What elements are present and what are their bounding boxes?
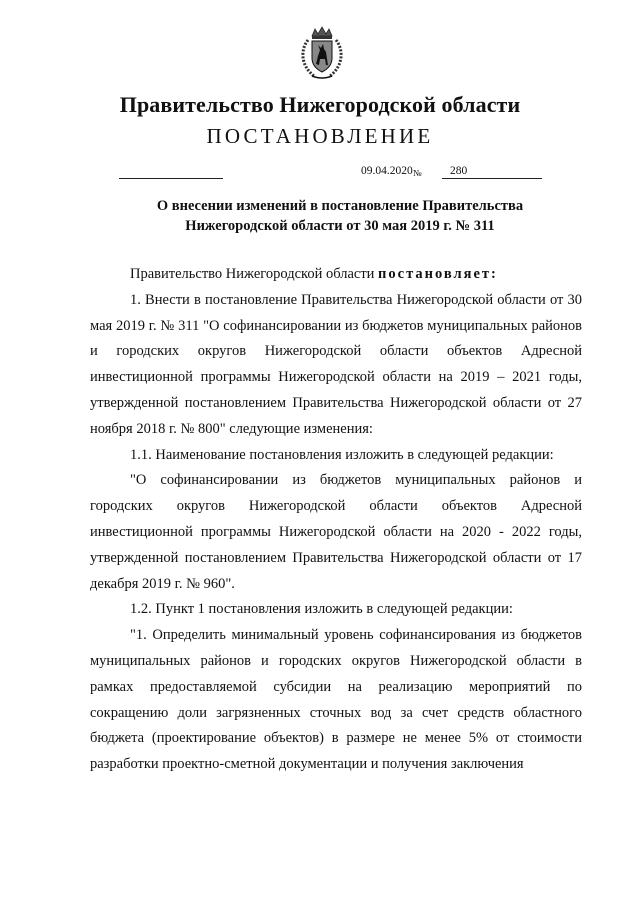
number-line xyxy=(442,178,542,179)
paragraph-1-1: 1.1. Наименование постановления изложить в следующей редакции: xyxy=(130,446,554,463)
intro-paragraph xyxy=(90,262,582,288)
document-number: 280 xyxy=(450,165,468,177)
signature-line-left xyxy=(119,178,223,179)
number-sign: № xyxy=(413,168,422,178)
subject-line-2: Нижегородской области от 30 мая 2019 г. № 311 xyxy=(185,218,495,234)
paragraph-1-2-quote: "1. Определить минимальный уровень софинансирования из бюджетов муниципальных районов и городских округов Нижегородской области в рамках предоставляемой субсидии на реализацию мероприятий по сокращению доли загрязненных сточных вод за счет средств областного бюджета (проектирование объектов) в размере не менее 5% от стоимости разработки проектно-сметной документации и получения заключения xyxy=(90,627,582,773)
government-title: Правительство Нижегородской области xyxy=(119,92,521,117)
paragraph-1-2: 1.2. Пункт 1 постановления изложить в следующей редакции: xyxy=(130,601,513,618)
subject-line-1: О внесении изменений в постановление Правительства xyxy=(156,198,524,214)
document-subject xyxy=(90,196,590,236)
document-body xyxy=(90,262,582,778)
paragraph-1: 1. Внести в постановление Правительства Нижегородской области от 30 мая 2019 г. № 311 "О софинансировании из бюджетов муниципальных районов и городских округов Нижегородской области объектов Адресной инвестиционной программы Нижегородской области на 2019 – 2021 годы, утвержденной постановлением Правительства Нижегородской области от 27 ноября 2018 г. № 800" следующие изменения: xyxy=(90,291,582,437)
paragraph-1-1-quote: "О софинансировании из бюджетов муниципальных районов и городских округов Нижегородской области объектов Адресной инвестиционной программы Нижегородской области на 2020 - 2022 годы, утвержденной постановлением Правительства Нижегородской области от 17 декабря 2019 г. № 960". xyxy=(90,472,582,592)
intro-prefix: Правительство Нижегородской области xyxy=(130,266,379,282)
coat-of-arms-icon xyxy=(298,26,346,80)
document-kind: ПОСТАНОВЛЕНИЕ xyxy=(206,124,434,148)
intro-decree-word: постановляет: xyxy=(378,266,498,282)
document-date: 09.04.2020 xyxy=(361,165,413,177)
